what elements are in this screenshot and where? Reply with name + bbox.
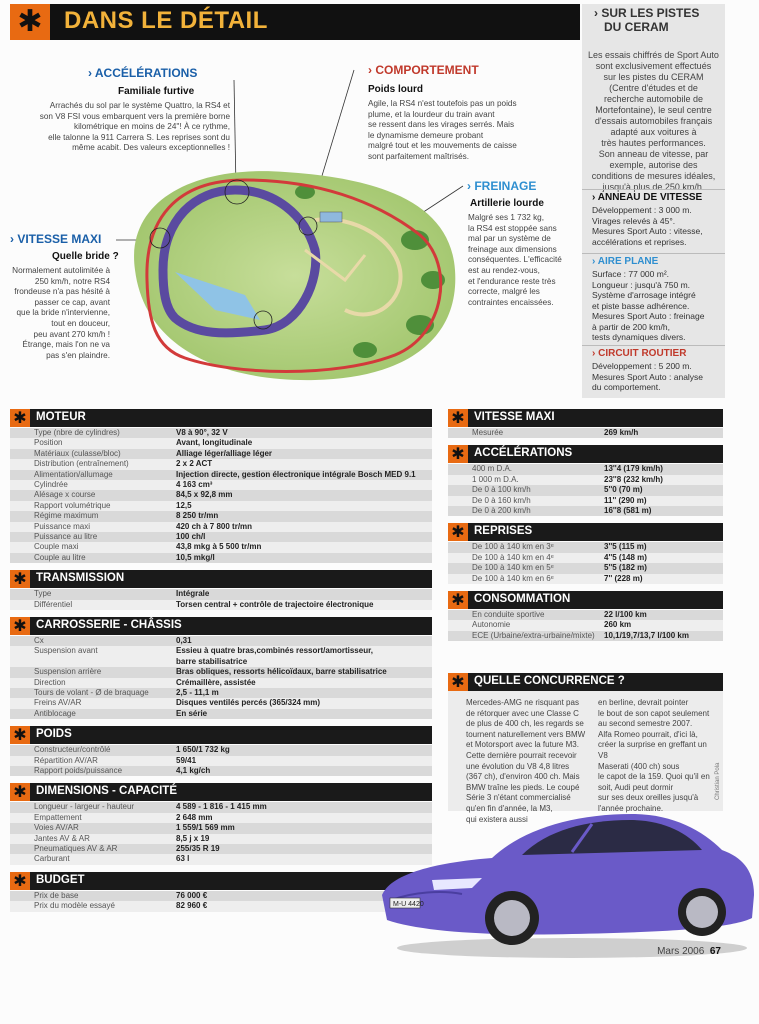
- section-bar-concurrence: ✱ QUELLE CONCURRENCE ?: [448, 673, 723, 691]
- spec-table: [448, 610, 723, 641]
- table-row: [10, 600, 432, 610]
- spec-label: Répartition AV/AR: [34, 755, 98, 765]
- text-line: et l'endurance reste très: [468, 276, 556, 286]
- text-line: Étrange, mais l'on ne va: [22, 340, 110, 350]
- spec-label: De 0 à 160 km/h: [472, 495, 531, 505]
- spec-label: Matériaux (culasse/bloc): [34, 448, 121, 458]
- spec-label: Position: [34, 438, 63, 448]
- text-line: sur ses deux oreilles jusqu'à: [598, 793, 699, 803]
- text-line: conséquentes. L'efficacité: [468, 255, 562, 265]
- text-line: soit, Audi peut dormir: [598, 782, 674, 792]
- spec-value: Crémaillère, assistée: [176, 677, 256, 687]
- table-row: [448, 464, 723, 474]
- spec-label: En conduite sportive: [472, 610, 545, 619]
- spec-label: 400 m D.A.: [472, 464, 513, 474]
- table-row: [10, 813, 432, 823]
- text-line: sont parfaitement maîtrisés.: [368, 151, 470, 161]
- asterisk-icon: ✱: [10, 4, 50, 40]
- text-line: exemple, autorise des: [609, 160, 698, 170]
- text-line: (Centre d'études et de: [609, 83, 698, 93]
- table-row: [10, 522, 432, 532]
- text-line: qu'en fin d'année, la M3,: [466, 803, 553, 813]
- text-line: Son anneau de vitesse, par: [598, 149, 709, 159]
- section-title: TRANSMISSION: [36, 572, 125, 585]
- spec-table: [448, 428, 723, 438]
- section-title: ACCÉLÉRATIONS: [474, 447, 573, 460]
- spec-label: Différentiel: [34, 599, 73, 609]
- spec-value: 4,1 kg/ch: [176, 765, 211, 775]
- text-line: mal par un système de: [468, 234, 551, 244]
- sidebar-section-circuit-routier: › CIRCUIT ROUTIER Développement : 5 200 m. Mesures Sport Auto : analyse du comportement.: [582, 345, 725, 393]
- spec-label: Prix de base: [34, 890, 79, 900]
- table-row: [10, 688, 432, 698]
- spec-value: 269 km/h: [604, 428, 639, 437]
- spec-label: Constructeur/contrôlé: [34, 745, 111, 755]
- text-line: correcte, malgré les: [468, 287, 540, 297]
- spec-value: Alliage léger/alliage léger: [176, 448, 273, 458]
- spec-table: [10, 745, 432, 776]
- table-row: [10, 756, 432, 766]
- table-row: [10, 745, 432, 755]
- table-row: [10, 834, 432, 844]
- text-line: même acabit. Des valeurs exceptionnelles !: [72, 143, 230, 153]
- section-bar-accélérations: [448, 445, 723, 463]
- spec-value: 8 250 tr/mn: [176, 511, 219, 521]
- text-line: Alfa Romeo pourrait, d'ici là,: [598, 729, 698, 739]
- spec-value: 43,8 mkg à 5 500 tr/mn: [176, 542, 262, 552]
- text-line: accélérations et reprises.: [592, 236, 687, 247]
- spec-value: 1 650/1 732 kg: [176, 745, 230, 755]
- spec-value: 5''0 (70 m): [604, 485, 643, 495]
- table-row: [448, 428, 723, 438]
- license-plate: M-U 4420: [393, 901, 424, 908]
- spec-label: De 100 à 140 km en 3ᵉ: [472, 542, 554, 552]
- table-row: [10, 480, 432, 490]
- text-line: Développement : 5 200 m.: [592, 361, 692, 371]
- section-title: REPRISES: [474, 525, 533, 538]
- text-line: son V8 FSI vous embarquent vers la première borne: [39, 111, 230, 121]
- spec-value: 4''5 (148 m): [604, 552, 647, 562]
- spec-value: 420 ch à 7 800 tr/mn: [176, 521, 253, 531]
- text-line: elle talonne la 911 Carrera S. Les reprises sont du: [48, 132, 230, 142]
- label-freinage: › FREINAGE: [467, 179, 537, 193]
- table-row: [10, 532, 432, 542]
- text-line: (367 ch), d'environ 400 ch. Mais: [466, 772, 580, 782]
- table-row: [448, 475, 723, 485]
- spec-label: Puissance maxi: [34, 521, 91, 531]
- table-row: [10, 709, 432, 719]
- section-title: CARROSSERIE - CHÂSSIS: [36, 619, 182, 631]
- text-line: recherche automobile de: [603, 94, 704, 104]
- table-row: [10, 501, 432, 511]
- table-row: [448, 496, 723, 506]
- spec-label: ECE (Urbaine/extra-urbaine/mixte): [472, 630, 595, 640]
- table-row: [10, 891, 432, 901]
- text-line: le dynamisme demeure probant: [368, 130, 484, 140]
- table-row: [10, 766, 432, 776]
- spec-label: 1 000 m D.A.: [472, 474, 519, 484]
- section-bar-dimensions-capacité: [10, 783, 432, 801]
- asterisk-icon: ✱: [10, 570, 30, 588]
- text-line: Malgré ses 1 732 kg,: [468, 213, 545, 222]
- spec-value: 11'' (290 m): [604, 495, 647, 505]
- text-line: Système d'arrosage intégré: [592, 290, 696, 300]
- text-line: tout en douceur,: [51, 318, 110, 328]
- table-row: [10, 470, 432, 480]
- spec-value: 2 x 2 ACT: [176, 459, 213, 469]
- sidebar-title: › SUR LES PISTES DU CERAM: [594, 6, 700, 34]
- spec-label: Couple maxi: [34, 542, 79, 552]
- text-line: passer ce cap, avant: [34, 297, 110, 307]
- asterisk-icon: ✱: [448, 409, 468, 427]
- page-footer: Mars 2006 67: [657, 946, 721, 957]
- section-bar-budget: [10, 872, 432, 890]
- spec-table: [10, 428, 432, 563]
- text-line: Mercedes-AMG ne risquant pas: [466, 698, 579, 707]
- asterisk-icon: ✱: [10, 617, 30, 635]
- asterisk-icon: ✱: [448, 591, 468, 609]
- spec-label: De 100 à 140 km en 5ᵉ: [472, 563, 554, 573]
- text-line: se ressent dans les virages serrés. Mais: [368, 120, 515, 130]
- text-line: sur les pistes du CERAM: [603, 72, 704, 82]
- table-row: [10, 553, 432, 563]
- spec-value: 2 648 mm: [176, 812, 213, 822]
- text-line: Surface : 77 000 m².: [592, 269, 670, 279]
- page-title: DANS LE DÉTAIL: [64, 7, 268, 34]
- label-accelerations: › ACCÉLÉRATIONS: [88, 66, 198, 80]
- label-comportement: › COMPORTEMENT: [368, 63, 479, 77]
- table-row: [448, 610, 723, 620]
- text-line: Longueur : jusqu'à 750 m.: [592, 279, 691, 290]
- table-row: [10, 854, 432, 864]
- table-row: [10, 438, 432, 448]
- spec-value: Essieu à quatre bras,combinés ressort/amortisseur, barre stabilisatrice: [176, 646, 373, 666]
- text-line: malgré tout et les mouvements de caisse: [368, 141, 517, 151]
- spec-value: 0,31: [176, 636, 192, 645]
- spec-value: 12,5: [176, 500, 192, 510]
- asterisk-icon: ✱: [448, 445, 468, 463]
- table-row: [10, 511, 432, 521]
- text-line: le bout de son capot seulement: [598, 708, 710, 718]
- spec-label: Rapport poids/puissance: [34, 765, 123, 775]
- text-line: jusqu'à plus de 250 km/h.: [602, 182, 705, 192]
- subtitle-freinage: Artillerie lourde: [470, 198, 544, 209]
- sidebar-section-anneau: › ANNEAU DE VITESSE Développement : 3 000 m. Virages relevés à 45°. Mesures Sport Auto : vitesse, accélérations et reprises.: [582, 189, 725, 247]
- spec-table: [10, 802, 432, 864]
- table-row: [10, 490, 432, 500]
- table-row: [448, 631, 723, 641]
- text-line: Les essais chiffrés de Sport Auto: [588, 50, 719, 60]
- asterisk-icon: ✱: [448, 673, 468, 691]
- ceram-circuit-map: [115, 160, 465, 385]
- text-line: 250 km/h, notre RS4: [34, 276, 110, 286]
- text-line: plume, et la lourdeur du train avant: [368, 109, 495, 119]
- text-line: Agile, la RS4 n'est toutefois pas un poids: [368, 99, 517, 108]
- table-row: [448, 506, 723, 516]
- table-row: [10, 802, 432, 812]
- car-photo-bmw: [372, 800, 757, 960]
- text-line: et Motorsport avec la future M3.: [466, 740, 579, 750]
- table-row: [448, 542, 723, 552]
- text-line: la RS4 est stoppée sans: [468, 223, 557, 233]
- text-line: Mesures Sport Auto : analyse: [592, 371, 704, 382]
- spec-table: [10, 636, 432, 719]
- spec-value: 3''5 (115 m): [604, 542, 647, 552]
- text-line: d'essais automobiles français: [594, 116, 713, 126]
- spec-label: Rapport volumétrique: [34, 500, 111, 510]
- spec-value: Intégrale: [176, 589, 210, 599]
- section-bar-poids: [10, 726, 432, 744]
- section-title: CONSOMMATION: [474, 593, 571, 605]
- text-line: Maserati (400 ch) sous: [598, 761, 680, 771]
- text-line: Mortefontaine), le seul centre: [595, 105, 712, 115]
- text-line: et piste basse adhérence.: [592, 300, 690, 311]
- spec-label: Jantes AV & AR: [34, 833, 90, 843]
- table-row: [10, 449, 432, 459]
- text-line: est au rendez-vous,: [468, 265, 540, 275]
- spec-value: 100 ch/l: [176, 531, 206, 541]
- spec-value: 13''4 (179 km/h): [604, 464, 663, 474]
- text-line: Mesures Sport Auto : freinage: [592, 311, 705, 321]
- text-line: Normalement autolimitée à: [12, 266, 110, 275]
- spec-label: Type (nbre de cylindres): [34, 428, 120, 437]
- spec-label: Distribution (entraînement): [34, 459, 129, 469]
- spec-label: Suspension avant: [34, 646, 98, 656]
- text-line: très hautes performances.: [601, 138, 706, 148]
- text-line: contraintes encaissées.: [468, 297, 554, 307]
- spec-label: Prix du modèle essayé: [34, 901, 115, 911]
- text-line: que la bride n'intervienne,: [16, 308, 110, 318]
- text-line: Série 3 n'étant commercialisé: [466, 793, 571, 803]
- text-line: BMW traîne les pieds. Le coupé: [466, 782, 580, 792]
- spec-value: 76 000 €: [176, 890, 208, 900]
- subtitle-vitesse-maxi: Quelle bride ?: [52, 251, 119, 262]
- spec-label: Empattement: [34, 812, 82, 822]
- section-bar-consommation: [448, 591, 723, 609]
- table-row: [10, 636, 432, 646]
- asterisk-icon: ✱: [10, 872, 30, 890]
- spec-value: Disques ventilés percés (365/324 mm): [176, 698, 321, 708]
- spec-label: Mesurée: [472, 428, 504, 437]
- spec-value: 10,1/19,7/13,7 l/100 km: [604, 630, 689, 640]
- spec-value: 82 960 €: [176, 901, 208, 911]
- spec-value: Torsen central + contrôle de trajectoire électronique: [176, 599, 374, 609]
- spec-value: 59/41: [176, 755, 197, 765]
- section-title: VITESSE MAXI: [474, 411, 555, 423]
- spec-label: Cx: [34, 636, 44, 645]
- text-line: Arrachés du sol par le système Quattro, la RS4 et: [49, 101, 230, 110]
- spec-value: 1 559/1 569 mm: [176, 823, 235, 833]
- spec-table: [448, 542, 723, 584]
- spec-label: Freins AV/AR: [34, 698, 82, 708]
- photo-credit: Christian Pola: [715, 762, 721, 800]
- section-bar-carrosserie-châssis: [10, 617, 432, 635]
- text-line: Cette dernière pourrait recevoir: [466, 750, 577, 760]
- text-line: freinage aux dimensions: [468, 244, 557, 254]
- table-row: [10, 428, 432, 438]
- spec-value: 4 163 cm³: [176, 479, 213, 489]
- text-line: Mesures Sport Auto : vitesse,: [592, 226, 703, 236]
- spec-value: 255/35 R 19: [176, 843, 220, 853]
- spec-label: Tours de volant - Ø de braquage: [34, 687, 149, 697]
- text-line: l'année prochaine.: [598, 803, 664, 813]
- text-line: une évolution du V8 4,8 litres: [466, 761, 570, 771]
- table-row: [10, 678, 432, 688]
- concurrence-text-col2: [598, 698, 718, 815]
- table-row: [10, 646, 432, 667]
- table-row: [10, 459, 432, 469]
- spec-label: De 0 à 100 km/h: [472, 485, 531, 495]
- text-line: créer la surprise en greffant un V8: [598, 740, 707, 760]
- text-line: adapté aux voitures à: [610, 127, 697, 137]
- chevron-right-icon: ›: [594, 6, 598, 20]
- section-bar-reprises: [448, 523, 723, 541]
- spec-label: Direction: [34, 677, 66, 687]
- section-bar-vitesse-maxi: [448, 409, 723, 427]
- text-line: de rétorquer avec une Classe C: [466, 708, 579, 718]
- spec-label: Alésage x course: [34, 490, 96, 500]
- table-row: [448, 574, 723, 584]
- text-line: kilométrique en moins de 24''! À ce rythme,: [73, 122, 230, 132]
- spec-value: 2,5 - 11,1 m: [176, 687, 219, 697]
- spec-label: Suspension arrière: [34, 667, 102, 677]
- asterisk-icon: ✱: [10, 726, 30, 744]
- text-line: de plus de 400 ch, les regards se: [466, 719, 584, 729]
- spec-value: 22 l/100 km: [604, 610, 647, 619]
- spec-value: 23''8 (232 km/h): [604, 474, 663, 484]
- spec-value: 5''5 (182 m): [604, 563, 647, 573]
- spec-label: De 100 à 140 km en 6ᵉ: [472, 573, 554, 583]
- section-title: POIDS: [36, 728, 72, 741]
- asterisk-icon: ✱: [10, 409, 30, 427]
- spec-label: Puissance au litre: [34, 531, 98, 541]
- table-row: [10, 667, 432, 677]
- spec-label: Pneumatiques AV & AR: [34, 843, 118, 853]
- table-row: [448, 485, 723, 495]
- section-bar-moteur: [10, 409, 432, 427]
- text-line: qui existera aussi: [466, 814, 528, 824]
- spec-label: De 100 à 140 km en 4ᵉ: [472, 552, 554, 562]
- table-row: [10, 589, 432, 599]
- text-line: tournent naturellement vers BMW: [466, 729, 586, 739]
- table-row: [10, 823, 432, 833]
- label-vitesse-maxi: › VITESSE MAXI: [10, 232, 102, 246]
- text-line: peu avant 270 km/h !: [33, 329, 110, 339]
- table-row: [448, 620, 723, 630]
- spec-value: 16''8 (581 m): [604, 505, 652, 515]
- table-row: [10, 698, 432, 708]
- asterisk-icon: ✱: [10, 783, 30, 801]
- table-row: [10, 542, 432, 552]
- text-line: tests dynamiques divers.: [592, 332, 686, 342]
- text-line: conditions de mesures idéales,: [591, 171, 716, 181]
- spec-value: 84,5 x 92,8 mm: [176, 490, 233, 500]
- asterisk-icon: ✱: [448, 523, 468, 541]
- spec-label: Régime maximum: [34, 511, 99, 521]
- text-line: à partir de 200 km/h,: [592, 321, 670, 332]
- spec-label: De 0 à 200 km/h: [472, 505, 531, 515]
- spec-value: 8,5 j x 19: [176, 833, 210, 843]
- spec-value: Injection directe, gestion électronique intégrale Bosch MED 9.1: [176, 469, 416, 479]
- spec-label: Carburant: [34, 854, 70, 864]
- section-title: MOTEUR: [36, 411, 86, 423]
- spec-label: Couple au litre: [34, 552, 86, 562]
- text-line: frondeuse n'a pas hésité à: [14, 287, 110, 297]
- spec-table: [448, 464, 723, 516]
- spec-value: 4 589 - 1 816 - 1 415 mm: [176, 802, 267, 812]
- spec-label: Autonomie: [472, 620, 511, 630]
- section-title: DIMENSIONS - CAPACITÉ: [36, 785, 177, 798]
- table-row: [448, 553, 723, 563]
- section-bar-transmission: [10, 570, 432, 588]
- table-row: [448, 563, 723, 573]
- spec-label: Voies AV/AR: [34, 823, 79, 833]
- text-line: Virages relevés à 45°.: [592, 215, 676, 226]
- text-line: pas s'en plaindre.: [46, 350, 110, 360]
- spec-label: Type: [34, 589, 52, 599]
- spec-value: 63 l: [176, 854, 190, 864]
- text-line: au second semestre 2007.: [598, 719, 693, 729]
- section-title: BUDGET: [36, 873, 85, 886]
- spec-label: Antiblocage: [34, 708, 76, 718]
- spec-value: 260 km: [604, 620, 632, 630]
- text-line: sont exclusivement effectués: [595, 61, 712, 71]
- text-line: Développement : 3 000 m.: [592, 205, 692, 215]
- spec-table: [10, 589, 432, 610]
- subtitle-accelerations: Familiale furtive: [118, 86, 195, 97]
- spec-value: En série: [176, 708, 208, 718]
- spec-value: Avant, longitudinale: [176, 438, 253, 448]
- sidebar-section-aire-plane: › AIRE PLANE Surface : 77 000 m². Longueur : jusqu'à 750 m. Système d'arrosage intégré et piste basse adhérence. Mesures Sport Auto : freinage à partir de 200 km/h, tests dynamiques divers.: [582, 253, 725, 343]
- spec-value: Bras obliques, ressorts hélicoïdaux, barre stabilisatrice: [176, 667, 387, 677]
- text-line: du comportement.: [592, 382, 661, 392]
- spec-label: Alimentation/allumage: [34, 469, 113, 479]
- spec-label: Cylindrée: [34, 479, 68, 489]
- spec-value: 10,5 mkg/l: [176, 552, 215, 562]
- spec-table: [10, 891, 432, 912]
- subtitle-comportement: Poids lourd: [368, 84, 423, 95]
- text-line: en berline, devrait pointer: [598, 698, 689, 707]
- spec-label: Longueur - largeur - hauteur: [34, 802, 135, 812]
- table-row: [10, 901, 432, 911]
- spec-value: V8 à 90°, 32 V: [176, 428, 228, 437]
- text-line: le capot de la 159. Quoi qu'il en: [598, 772, 710, 782]
- spec-value: 7'' (228 m): [604, 573, 643, 583]
- table-row: [10, 844, 432, 854]
